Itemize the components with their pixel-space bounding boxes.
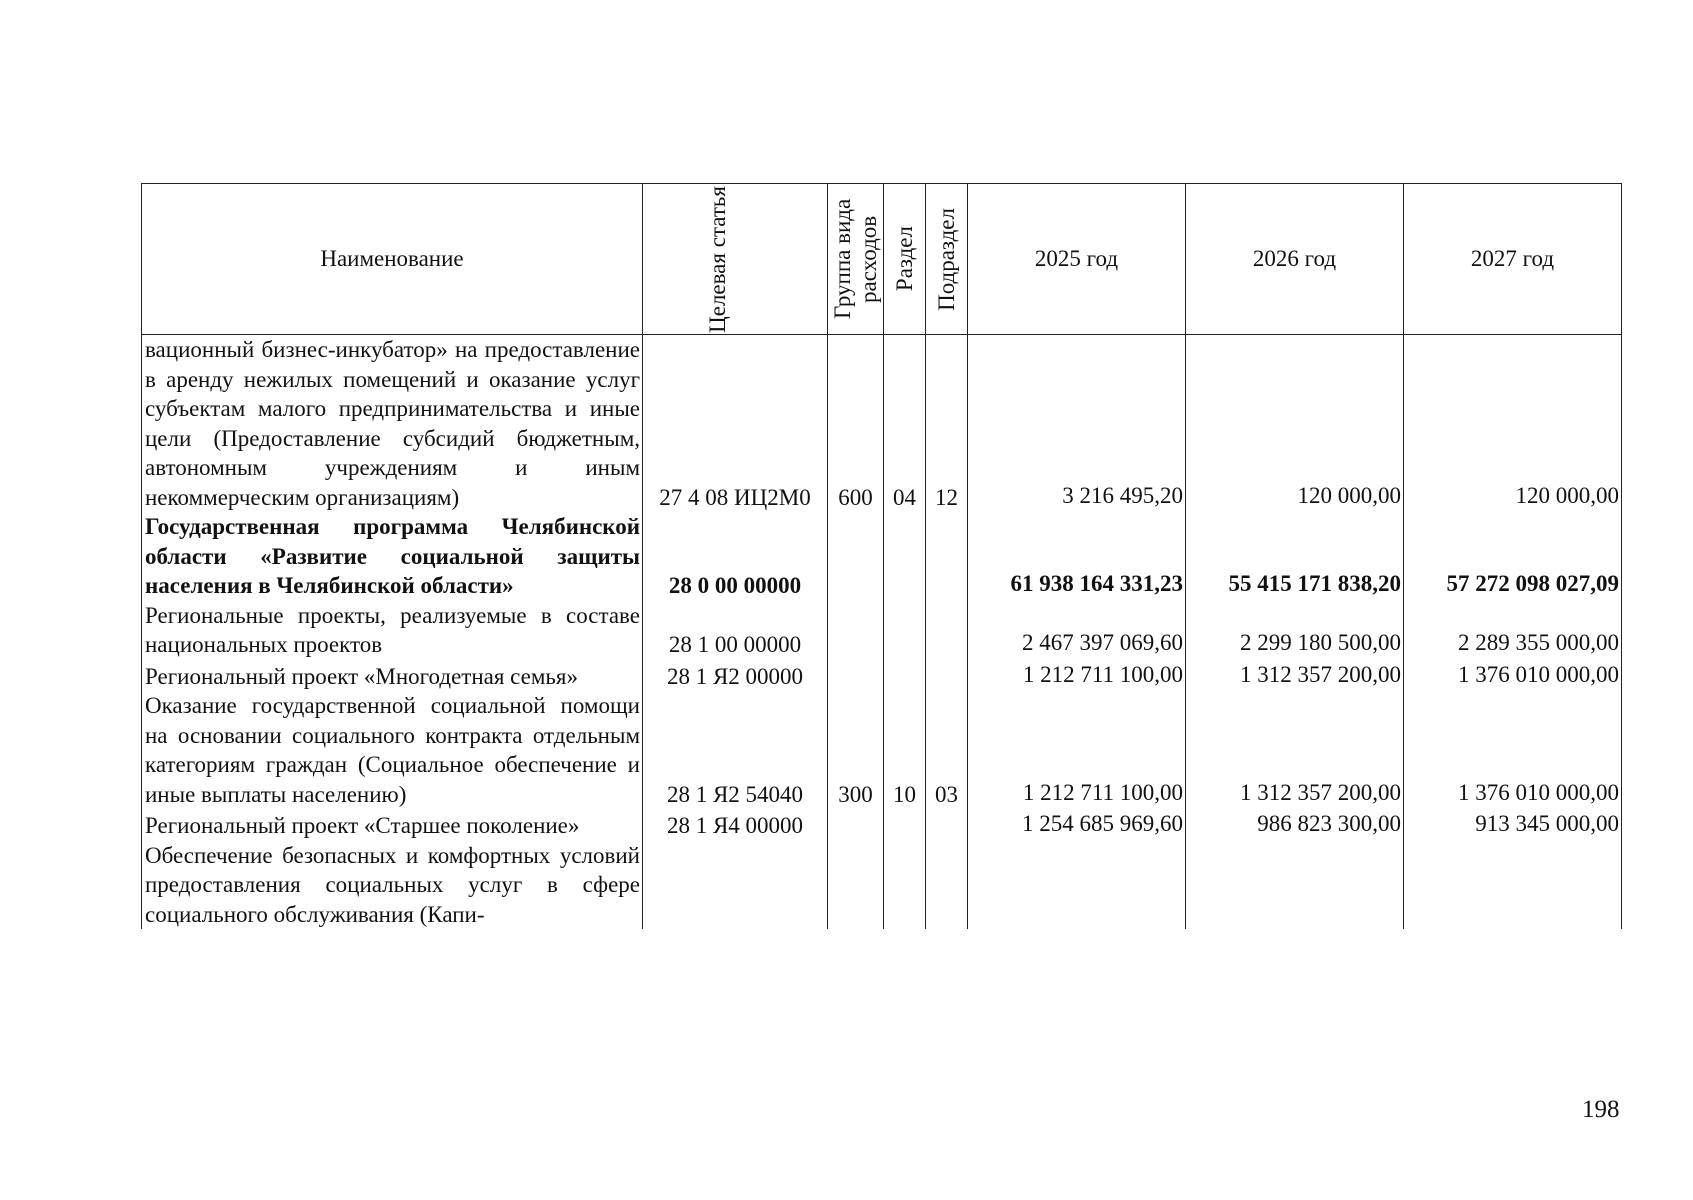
row-section [884,809,926,841]
row-section [884,660,926,692]
header-expense-group: Группа вида расходов [828,184,884,335]
row-subsection [926,601,968,660]
row-subsection [926,841,968,930]
table-row [142,335,1622,513]
row-subsection [926,660,968,692]
header-target-article: Целевая статья [643,184,828,335]
row-2025: 3 216 495,20 [968,335,1186,513]
row-2026: 1 312 357 200,00 [1186,660,1404,692]
row-2027: 2 289 355 000,00 [1404,601,1622,660]
row-2026 [1186,841,1404,930]
table-row [142,809,1622,841]
row-2027: 1 376 010 000,00 [1404,660,1622,692]
row-name: Региональный проект «Старшее поколение» [142,809,643,841]
row-section [884,841,926,930]
row-subsection: 03 [926,691,968,809]
row-2026: 1 312 357 200,00 [1186,691,1404,809]
header-2027: 2027 год [1404,184,1622,335]
row-2025: 2 467 397 069,60 [968,601,1186,660]
row-name: Оказание государственной социальной помощи на основании социального контракта отдельным категориям граждан (Социальное обеспечение и иные выплаты населению) [142,691,643,809]
row-2027: 1 376 010 000,00 [1404,691,1622,809]
row-2027: 57 272 098 027,09 [1404,512,1622,601]
page-number: 198 [1582,1096,1620,1123]
table-row [142,601,1622,660]
row-code: 28 1 00 00000 [643,601,828,660]
header-name: Наименование [142,184,643,335]
row-name: Государственная программа Челябинской области «Развитие социальной защиты населения в Челябинской области» [142,512,643,601]
row-name: Региональный проект «Многодетная семья» [142,660,643,692]
row-2025: 61 938 164 331,23 [968,512,1186,601]
row-group: 600 [828,335,884,513]
header-subsection: Подраздел [926,184,968,335]
row-code [643,841,828,930]
row-section: 04 [884,335,926,513]
row-2026: 986 823 300,00 [1186,809,1404,841]
row-group [828,512,884,601]
header-row [142,184,1622,335]
row-2025 [968,841,1186,930]
header-2026: 2026 год [1186,184,1404,335]
row-code: 28 1 Я2 00000 [643,660,828,692]
row-section [884,512,926,601]
table-row [142,691,1622,809]
row-group [828,809,884,841]
row-group [828,841,884,930]
row-group [828,660,884,692]
row-2027: 120 000,00 [1404,335,1622,513]
row-group [828,601,884,660]
row-subsection [926,512,968,601]
row-name: Региональные проекты, реализуемые в составе национальных проектов [142,601,643,660]
header-2025: 2025 год [968,184,1186,335]
row-2027: 913 345 000,00 [1404,809,1622,841]
row-2026: 120 000,00 [1186,335,1404,513]
header-section: Раздел [884,184,926,335]
row-section: 10 [884,691,926,809]
row-subsection [926,809,968,841]
row-2026: 55 415 171 838,20 [1186,512,1404,601]
row-code: 28 1 Я4 00000 [643,809,828,841]
row-code: 28 0 00 00000 [643,512,828,601]
row-2025: 1 254 685 969,60 [968,809,1186,841]
row-name: Обеспечение безопасных и комфортных условий предоставления социальных услуг в сфере социального обслуживания (Капи- [142,841,643,930]
budget-table [141,183,1622,929]
table-row [142,660,1622,692]
row-code: 27 4 08 ИЦ2М0 [643,335,828,513]
row-2025: 1 212 711 100,00 [968,660,1186,692]
row-group: 300 [828,691,884,809]
table-row [142,841,1622,930]
row-2025: 1 212 711 100,00 [968,691,1186,809]
row-2027 [1404,841,1622,930]
row-name: вационный бизнес-инкубатор» на предоставление в аренду нежилых помещений и оказание услуг субъектам малого предпринимательства и иные цели (Предоставление субсидий бюджетным, автономным учреждениям и иным некоммерческим организациям) [142,335,643,513]
row-2026: 2 299 180 500,00 [1186,601,1404,660]
row-code: 28 1 Я2 54040 [643,691,828,809]
row-section [884,601,926,660]
row-subsection: 12 [926,335,968,513]
table-row [142,512,1622,601]
